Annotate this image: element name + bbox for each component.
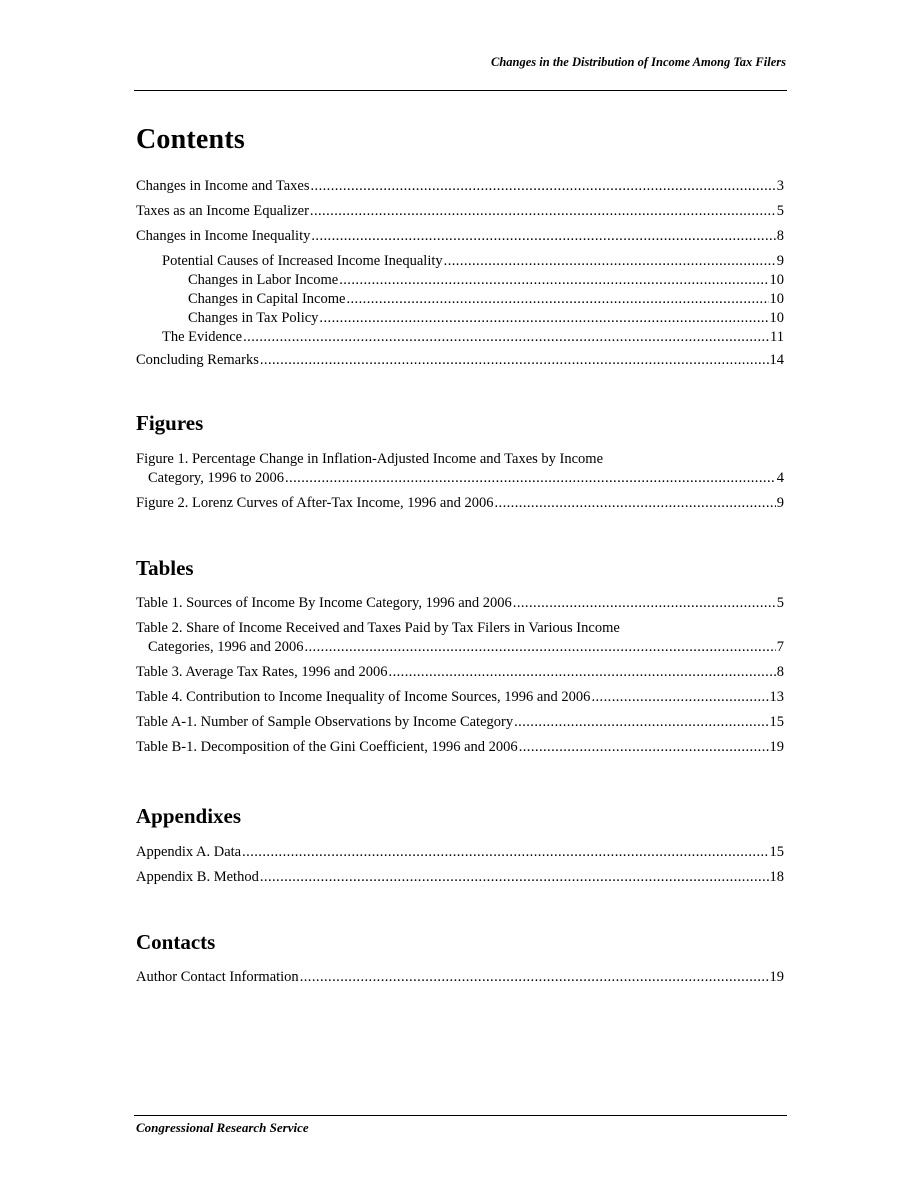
header-rule [134, 90, 787, 91]
dot-leader [319, 309, 768, 328]
toc-subsubentry[interactable] [136, 290, 784, 309]
dot-leader [310, 177, 775, 196]
toc-entry-page: 19 [769, 969, 784, 985]
toc-entry-page: 5 [776, 203, 784, 219]
appendixes-heading: Appendixes [136, 804, 242, 828]
toc-entry-page: 15 [769, 844, 784, 860]
toc-entry[interactable] [136, 177, 784, 196]
toc-entry-title: Table 4. Contribution to Income Inequality of Income Sources, 1996 and 2006 [136, 689, 591, 705]
dot-leader [300, 968, 769, 987]
toc-entry-title: Taxes as an Income Equalizer [136, 203, 309, 219]
toc-entry[interactable] [136, 868, 784, 887]
toc-entry-title: Appendix A. Data [136, 844, 242, 860]
toc-entry-title: Figure 1. Percentage Change in Inflation-Adjusted Income and Taxes by Income [136, 451, 604, 467]
toc-subsubentry[interactable] [136, 271, 784, 290]
toc-entry-page: 7 [776, 639, 784, 655]
toc-entry-title: Changes in Tax Policy [188, 310, 319, 326]
toc-entry-page: 14 [769, 352, 784, 368]
dot-leader [519, 738, 769, 757]
toc-entry-title: Table A-1. Number of Sample Observations by Income Category [136, 714, 514, 730]
toc-subentry[interactable] [136, 328, 784, 347]
toc-entry[interactable] [136, 619, 784, 657]
dot-leader [444, 252, 776, 271]
dot-leader [310, 202, 776, 221]
toc-entry[interactable] [136, 738, 784, 757]
toc-entry-page: 10 [769, 272, 784, 288]
running-header: Changes in the Distribution of Income Among Tax Filers [491, 55, 786, 69]
dot-leader [514, 713, 768, 732]
toc-entry-title-continued: Categories, 1996 and 2006 [148, 639, 304, 655]
dot-leader [591, 688, 768, 707]
contents-heading: Contents [136, 124, 245, 155]
toc-entry[interactable] [136, 227, 784, 246]
tables-heading: Tables [136, 556, 194, 580]
toc-entry[interactable] [136, 450, 784, 488]
appendixes-list [136, 843, 784, 893]
toc-subsubentry[interactable] [136, 309, 784, 328]
toc-entry-page: 15 [769, 714, 784, 730]
dot-leader [304, 638, 775, 657]
toc-entry[interactable] [136, 688, 784, 707]
toc-entry-title: Figure 2. Lorenz Curves of After-Tax Income, 1996 and 2006 [136, 495, 494, 511]
toc-entry[interactable] [136, 202, 784, 221]
toc-entry[interactable] [136, 594, 784, 613]
dot-leader [513, 594, 776, 613]
toc-entry-page: 18 [769, 869, 784, 885]
toc-entry[interactable] [136, 968, 784, 987]
toc-entry-title: Table 3. Average Tax Rates, 1996 and 2006 [136, 664, 388, 680]
toc-entry-title: Table B-1. Decomposition of the Gini Coefficient, 1996 and 2006 [136, 739, 518, 755]
running-footer: Congressional Research Service [136, 1120, 309, 1135]
dot-leader [389, 663, 776, 682]
toc-entry[interactable] [136, 351, 784, 370]
toc-entry-page: 19 [769, 739, 784, 755]
toc-entry-page: 8 [776, 664, 784, 680]
dot-leader [339, 271, 768, 290]
toc-entry-title: Concluding Remarks [136, 352, 259, 368]
dot-leader [260, 351, 769, 370]
toc-entry-title: Appendix B. Method [136, 869, 259, 885]
toc-entry[interactable] [136, 494, 784, 513]
toc-entry[interactable] [136, 663, 784, 682]
dot-leader [311, 227, 775, 246]
toc-entry-title: Changes in Capital Income [188, 291, 346, 307]
figures-heading: Figures [136, 411, 204, 435]
toc-entry-title-continued: Category, 1996 to 2006 [148, 470, 284, 486]
footer-rule [134, 1115, 787, 1116]
dot-leader [346, 290, 768, 309]
contents-list [136, 177, 784, 376]
toc-entry-title: Changes in Income Inequality [136, 228, 311, 244]
toc-entry-page: 11 [770, 329, 784, 345]
toc-entry-page: 3 [776, 178, 784, 194]
toc-entry-title: Changes in Labor Income [188, 272, 339, 288]
toc-entry-page: 13 [769, 689, 784, 705]
dot-leader [285, 469, 776, 488]
toc-entry-page: 5 [776, 595, 784, 611]
toc-entry-page: 8 [776, 228, 784, 244]
contacts-heading: Contacts [136, 930, 216, 954]
toc-entry-page: 4 [776, 470, 784, 486]
toc-subentry[interactable] [136, 252, 784, 271]
contacts-list [136, 968, 784, 993]
figures-list [136, 450, 784, 519]
dot-leader [260, 868, 769, 887]
toc-entry-title: Potential Causes of Increased Income Inequality [162, 253, 443, 269]
toc-entry-title: Author Contact Information [136, 969, 299, 985]
dot-leader [494, 494, 775, 513]
dot-leader [243, 328, 769, 347]
toc-entry-title: Table 1. Sources of Income By Income Category, 1996 and 2006 [136, 595, 512, 611]
toc-entry-title: The Evidence [162, 329, 243, 345]
toc-entry[interactable] [136, 843, 784, 862]
tables-list [136, 594, 784, 763]
toc-entry-title: Changes in Income and Taxes [136, 178, 310, 194]
toc-entry-page: 10 [769, 291, 784, 307]
dot-leader [242, 843, 768, 862]
toc-entry-page: 9 [776, 495, 784, 511]
toc-entry-title: Table 2. Share of Income Received and Taxes Paid by Tax Filers in Various Income [136, 620, 620, 636]
toc-entry-page: 10 [769, 310, 784, 326]
toc-entry[interactable] [136, 713, 784, 732]
toc-entry-page: 9 [776, 253, 784, 269]
